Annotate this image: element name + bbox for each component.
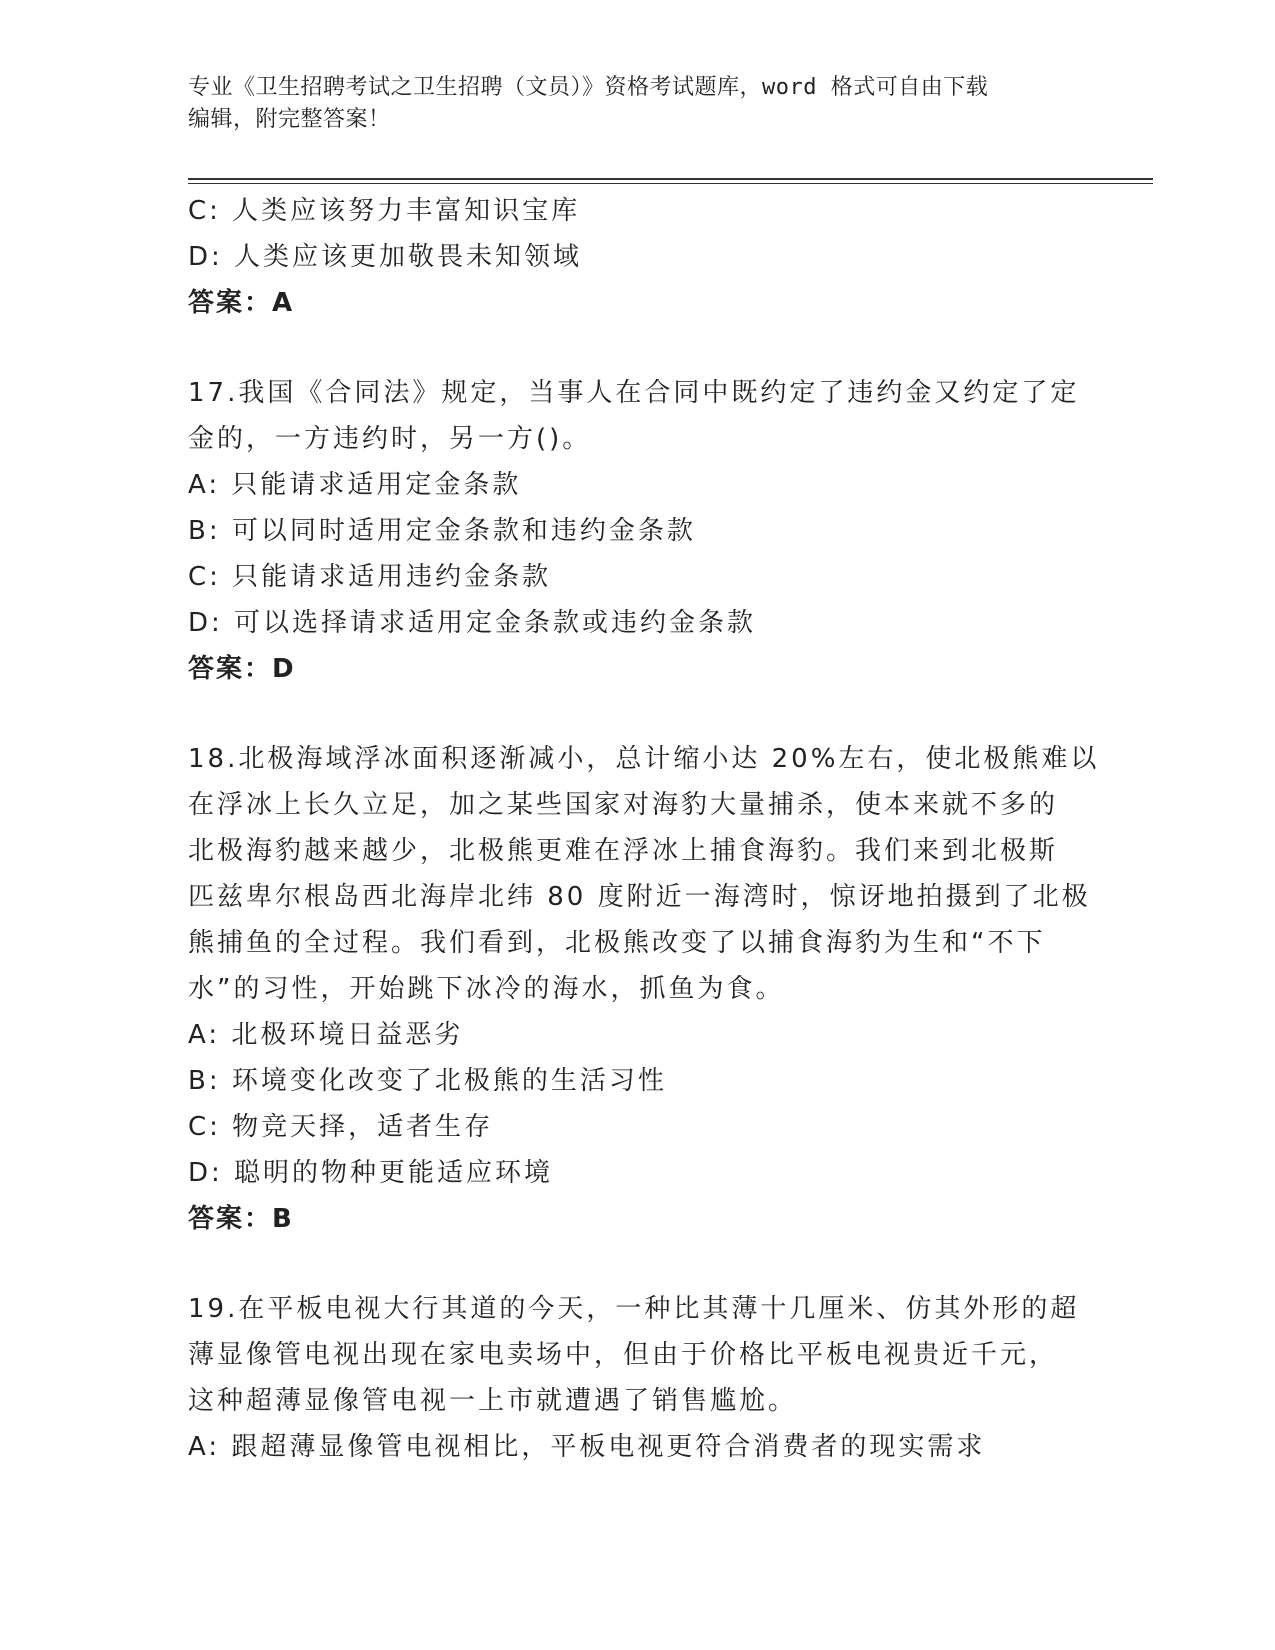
q17-option-d: D: 可以选择请求适用定金条款或违约金条款 — [188, 608, 757, 638]
spacer — [188, 1242, 1068, 1286]
q17-option-a: A: 只能请求适用定金条款 — [188, 470, 522, 500]
q18-stem-line-1: 18.北极海域浮冰面积逐渐减小，总计缩小达 20%左右，使北极熊难以 — [188, 744, 1100, 774]
q19-option-a: A: 跟超薄显像管电视相比，平板电视更符合消费者的现实需求 — [188, 1432, 986, 1462]
q19-stem-line-3: 这种超薄显像管电视一上市就遭遇了销售尴尬。 — [188, 1386, 798, 1416]
header-line-2: 编辑，附完整答案！ — [188, 107, 391, 132]
document-header — [188, 72, 1068, 136]
q17-answer: 答案：D — [188, 654, 296, 684]
header-divider-thick — [188, 178, 1153, 180]
q18-stem-line-2: 在浮冰上长久立足，加之某些国家对海豹大量捕杀，使本来就不多的 — [188, 790, 1059, 820]
q18-option-d: D: 聪明的物种更能适应环境 — [188, 1158, 554, 1188]
q18-stem-line-4: 匹兹卑尔根岛西北海岸北纬 80 度附近一海湾时，惊讶地拍摄到了北极 — [188, 882, 1091, 912]
spacer — [188, 326, 1068, 370]
question-17 — [188, 370, 1080, 692]
q19-stem-line-1: 19.在平板电视大行其道的今天，一种比其薄十几厘米、仿其外形的超 — [188, 1294, 1080, 1324]
q18-stem-line-3: 北极海豹越来越少，北极熊更难在浮冰上捕食海豹。我们来到北极斯 — [188, 836, 1059, 866]
q16-option-c: C: 人类应该努力丰富知识宝库 — [188, 196, 581, 226]
q18-option-b: B: 环境变化改变了北极熊的生活习性 — [188, 1066, 667, 1096]
q18-stem-line-5: 熊捕鱼的全过程。我们看到，北极熊改变了以捕食海豹为生和“不下 — [188, 928, 1046, 958]
q18-answer: 答案：B — [188, 1204, 294, 1234]
question-18 — [188, 736, 1100, 1242]
q18-option-c: C: 物竞天择，适者生存 — [188, 1112, 494, 1142]
q16-answer: 答案：A — [188, 288, 295, 318]
header-divider-thin — [188, 183, 1153, 184]
question-body — [188, 188, 1100, 1470]
q17-stem-line-2: 金的，一方违约时，另一方()。 — [188, 424, 592, 454]
q18-option-a: A: 北极环境日益恶劣 — [188, 1020, 464, 1050]
question-19 — [188, 1286, 1080, 1470]
q19-stem-line-2: 薄显像管电视出现在家电卖场中，但由于价格比平板电视贵近千元， — [188, 1340, 1059, 1370]
q16-option-d: D: 人类应该更加敬畏未知领域 — [188, 242, 583, 272]
q17-stem-line-1: 17.我国《合同法》规定，当事人在合同中既约定了违约金又约定了定 — [188, 378, 1080, 408]
header-line-1: 专业《卫生招聘考试之卫生招聘（文员）》资格考试题库，word 格式可自由下载 — [188, 75, 989, 100]
spacer — [188, 692, 1068, 736]
question-16 — [188, 188, 1068, 326]
q18-stem-line-6: 水”的习性，开始跳下冰冷的海水，抓鱼为食。 — [188, 974, 785, 1004]
q17-option-c: C: 只能请求适用违约金条款 — [188, 562, 552, 592]
q17-option-b: B: 可以同时适用定金条款和违约金条款 — [188, 516, 696, 546]
